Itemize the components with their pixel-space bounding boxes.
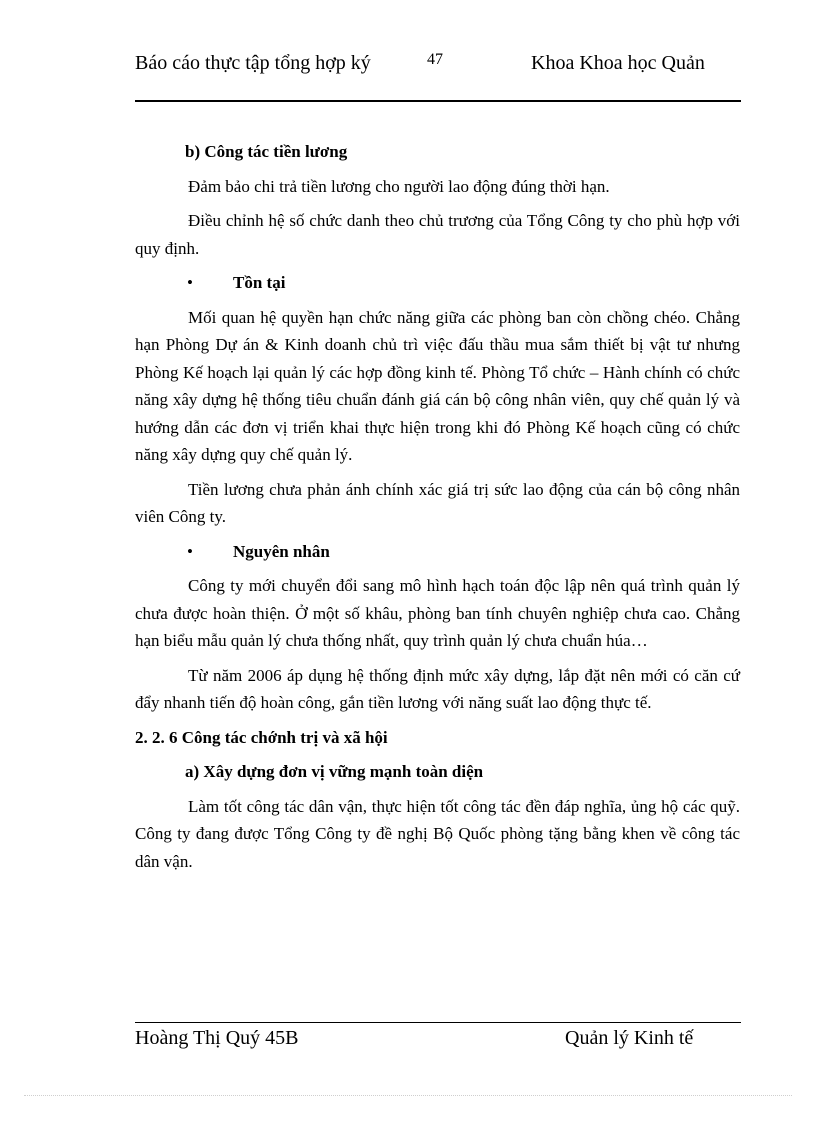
header-divider <box>135 100 741 102</box>
bullet-icon: • <box>187 273 193 292</box>
document-body <box>135 138 740 882</box>
paragraph: Mối quan hệ quyền hạn chức năng giữa các phòng ban còn chồng chéo. Chẳng hạn Phòng Dự án & Kinh doanh chủ trì việc đấu thầu mua sắm thiết bị vật tư nhưng Phòng Kế hoạch lại quản lý các hợp đồng kinh tế. Phòng Tổ chức – Hành chính có chức năng xây dựng hệ thống tiêu chuẩn đánh giá cán bộ công nhân viên, quy chế quản lý và hướng dẫn các đơn vị triển khai thực hiện trong khi đó Phòng Kế hoạch cũng có chức năng xây dựng quy chế quản lý. <box>135 307 740 464</box>
paragraph: Công ty mới chuyển đổi sang mô hình hạch toán độc lập nên quá trình quản lý chưa được hoàn thiện. Ở một số khâu, phòng ban tính chuyên nghiệp chưa cao. Chẳng hạn biểu mẫu quản lý chưa thống nhất, quy trình quản lý chưa chuẩn húa… <box>135 576 740 650</box>
bullet-label: Nguyên nhân <box>233 541 330 561</box>
paragraph: Làm tốt công tác dân vận, thực hiện tốt công tác đền đáp nghĩa, ủng hộ các quỹ. Công ty đang được Tổng Công ty đề nghị Bộ Quốc phòng tặng bằng khen về công tác dân vận. <box>135 796 740 871</box>
subheading-salary: b) Công tác tiền lương <box>185 142 348 161</box>
section-heading: 2. 2. 6 Công tác chớnh trị và xã hội <box>135 727 388 747</box>
footer-author: Hoàng Thị Quý 45B <box>135 1027 299 1049</box>
footer-major: Quản lý Kinh tế <box>565 1027 694 1049</box>
bullet-heading-issues <box>135 269 740 297</box>
paragraph: Tiền lương chưa phản ánh chính xác giá trị sức lao động của cán bộ công nhân viên Công ty. <box>135 479 740 526</box>
bullet-label: Tồn tại <box>233 273 286 292</box>
page-number: 47 <box>427 51 443 68</box>
bullet-icon: • <box>187 541 193 561</box>
header-faculty: Khoa Khoa học Quản <box>531 52 705 74</box>
paragraph: Điều chỉnh hệ số chức danh theo chủ trương của Tổng Công ty cho phù hợp với quy định. <box>135 211 740 258</box>
page-bottom-edge <box>24 1095 792 1096</box>
subheading-unit: a) Xây dựng đơn vị vững mạnh toàn diện <box>185 762 484 781</box>
paragraph: Từ năm 2006 áp dụng hệ thống định mức xây dựng, lắp đặt nên mới có căn cứ đẩy nhanh tiến độ hoàn công, gắn tiền lương với năng suất lao động thực tế. <box>135 665 740 712</box>
footer-divider <box>135 1022 741 1023</box>
paragraph: Đảm bảo chi trả tiền lương cho người lao động đúng thời hạn. <box>188 176 610 196</box>
bullet-heading-causes <box>135 538 740 566</box>
header-report-title: Báo cáo thực tập tổng hợp ký <box>135 52 371 74</box>
